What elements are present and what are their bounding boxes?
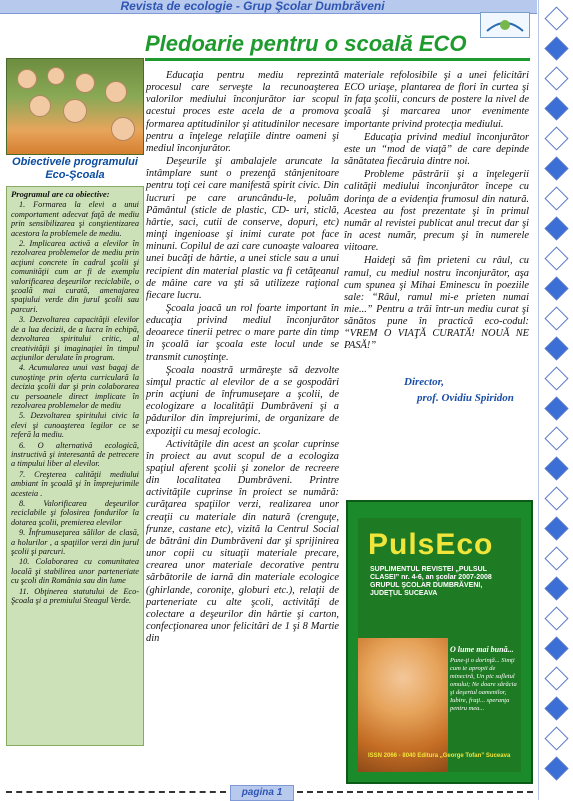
page-footer — [0, 783, 537, 800]
article-column-2 — [344, 70, 529, 354]
objective-item: 9. Înfrumuseţarea sălilor de clasă, a holurilor , a spaţiilor verzi din jurul şcolii şi parcuri. — [11, 528, 139, 557]
paragraph: materiale refolosibile şi a unei felicitări ECO uriaşe, plantarea de flori în curtea şi în faţa şcolii, concurs de postere la nivel de şcoală şi marcarea unor evenimente importante privind protecţia mediului. — [344, 70, 529, 130]
objective-item: 7. Creşterea calităţii mediului ambiant în şcoală şi în împrejurimile acesteia . — [11, 469, 139, 498]
paragraph: Şcoala noastră urmăreşte să dezvolte simţul practic al elevilor de a se gospodări prin acţiuni de înfrumuseţare a şcolii, de ecologizare a localităţii Dumbrăveni şi a pădurilor din împrejurimi, de organizare de expoziţii cu mesaj ecologic. — [146, 364, 339, 437]
objectives-heading: Programul are ca obiective: — [11, 189, 110, 199]
objective-item: 8. Valorificarea deşeurilor reciclabile şi folosirea fondurilor la dotarea şcolii, premierea elevilor — [11, 499, 139, 527]
magazine-title: PulsEco — [368, 528, 494, 561]
poem-title: O lume mai bună... — [450, 645, 514, 654]
title-underline — [145, 58, 530, 61]
magazine-poem — [450, 646, 520, 713]
objective-item: 11. Obţinerea statutului de Eco-Şcoala şi a premiului Steagul Verde. — [11, 586, 139, 606]
header-banner — [0, 0, 537, 14]
paragraph: Educaţia privind mediul înconjurător este un “mod de viaţă” de care depinde sănătatea fiecăruia dintre noi. — [344, 131, 529, 168]
objective-item: 5. Dezvoltarea spiritului civic la elevi şi cunoaşterea legilor ce se referă la mediu. — [11, 411, 139, 440]
magazine-cover — [346, 500, 533, 784]
magazine-subtitle: SUPLIMENTUL REVISTEI „PULSUL CLASEI” nr. 4-6, an şcolar 2007-2008 GRUPUL ŞCOLAR DUMBRĂVENI, JUDEŢUL SUCEAVA — [370, 566, 492, 597]
article-column-1 — [146, 70, 339, 646]
paragraph: Educaţia pentru mediu reprezintă procesul care serveşte la recunoaşterea valorilor mediului înconjurător iar scopul acestui proces este acela de a promova formarea aptitudinilor şi atitudinilor necesare pentru a înţelege relaţiile dintre oameni şi mediul înconjurător. — [146, 70, 339, 154]
paragraph: Probleme păstrării şi a înţelegerii calităţii mediului înconjurător începe cu dorinţa de a evidenţia frumosul din natură. Acestea au fost prezentate şi în primul număr al revistei publicat anul trecut dar şi în acest număr, precum şi în numerele viitoare. — [344, 169, 529, 254]
photo-caption: Obiectivele programului Eco-Şcoala — [12, 156, 138, 181]
objective-item: 3. Dezvoltarea capacităţii elevilor de a lua decizii, de a lucra în echipă, dezvoltarea spiritului critic, al creativităţii şi imaginaţiei în timpul acţiunilor derulate în program. — [11, 315, 139, 362]
objective-item: 2. Implicarea activă a elevilor în rezolvarea problemelor de mediu prin acţiuni concrete în cadrul şcolii şi comunităţii cum ar fi de exemplu valorificarea deşeurilor reciclabile, o şcoală mai curată, amenajarea spaţiului verde din jurul şcolii sau parcuri. — [11, 239, 139, 314]
objective-item: 10. Colaborarea cu comunitatea locală şi stabilirea unor parteneriate cu şcoli din România sau din lume — [11, 557, 139, 586]
magazine-cover-panel — [358, 518, 521, 772]
objective-item: 1. Formarea la elevi a unui comportament adecvat faţă de mediu prin sensibilizarea şi conştientizarea acestora la problemele de mediu. — [11, 200, 139, 238]
objective-item: 6. O alternativă ecologică, instructivă şi interesantă de petrecere a timpului liber al elevilor. — [11, 440, 139, 469]
paragraph: Deşeurile şi ambalajele aruncate la întâmplare sunt o prezenţă stânjenitoare pentru toţi cei care manifestă spirit civic. Din lucruri pe care aruncându-le, poluăm Pământul (sticle de plastic, CD- uri, sticlă, hârtie, saci, cutii de conserve, dopuri, etc) minţi ingenioase şi inimi curate pot face minuni. Copilul de azi care cunoaşte valoarea unei bucăţi de hârtie, a unei sticle sau a unui recipient din material plastic va fi cetăţeanul de mâine care va şti să utilizeze raţional fiecare lucru. — [146, 156, 339, 301]
poem-text: Pune-ţi o dorinţă... Simţi cum te apropii de mineciră, Un pic sufletul omului; Ne doare sărăcia şi deşertul oamenilor, Iubire, fraţi... speranţa pentru mea... — [450, 657, 517, 712]
paragraph: Activităţile din acest an şcolar cuprinse în proiect au avut scopul de a ecologiza spaţiul aferent şcolii şi zonelor de recreere din localitatea Dumbrăveni. Printre activităţile cuprinse în proiect se numără: curăţarea spaţiilor verzi, realizarea unor creaţii cu materiale din natură (crenguţe, frunze, castane etc), vizită la Centrul Social de bătrâni din Dumbrăveni dar şi sprijinirea unor copii cu situaţii materiale precare, crearea unor materiale decorative pentru sărbătorile de iarnă din materiale ecologice (ghirlande, coroniţe, globuri etc.), relaţii de parteneriate cu alte şcoli, activităţi de colectare a deşeurilor din hârtie şi carton, confecţionarea unor felicitări de 1 şi 8 Martie din — [146, 438, 339, 645]
paragraph: Haideţi să fim prieteni cu râul, cu ramul, cu mediul nostru înconjurător, aşa cum spunea şi Mihai Eminescu în poeziile sale: “Râul, ramul mi-e prieten numai mie...” Pentru a trăi într-un mediu curat şi sănătos pune în practică eco-codul: “VREM O VIAŢĂ CURATĂ! NOUĂ NE PASĂ!” — [344, 255, 529, 352]
objectives-box — [6, 186, 144, 746]
page-title: Pledoarie pentru o scoală ECO — [145, 31, 467, 56]
page-number: pagina 1 — [230, 785, 294, 801]
banner-title: Revista de ecologie - Grup Şcolar Dumbrăveni — [120, 0, 385, 13]
objective-item: 4. Acumularea unui vast bagaj de cunoştinţe prin oferta curriculară la decizia şcolii dar şi prin colaborarea cu persoanele direct implicate în rezolvarea problemelor de mediu — [11, 363, 139, 410]
signature-name: prof. Ovidiu Spiridon — [417, 392, 514, 404]
magazine-footer: ISSN 2066 - 8040 Editura „George Tofan” Suceava — [368, 753, 511, 759]
children-photo — [6, 58, 144, 155]
signature-role: Director, — [404, 376, 445, 388]
paragraph: Şcoala joacă un rol foarte important în educaţia privind mediul înconjurător deoarece tinerii petrec o mare parte din timp în şcoală iar şcoala este locul unde se transmit cunoştinţe. — [146, 302, 339, 363]
